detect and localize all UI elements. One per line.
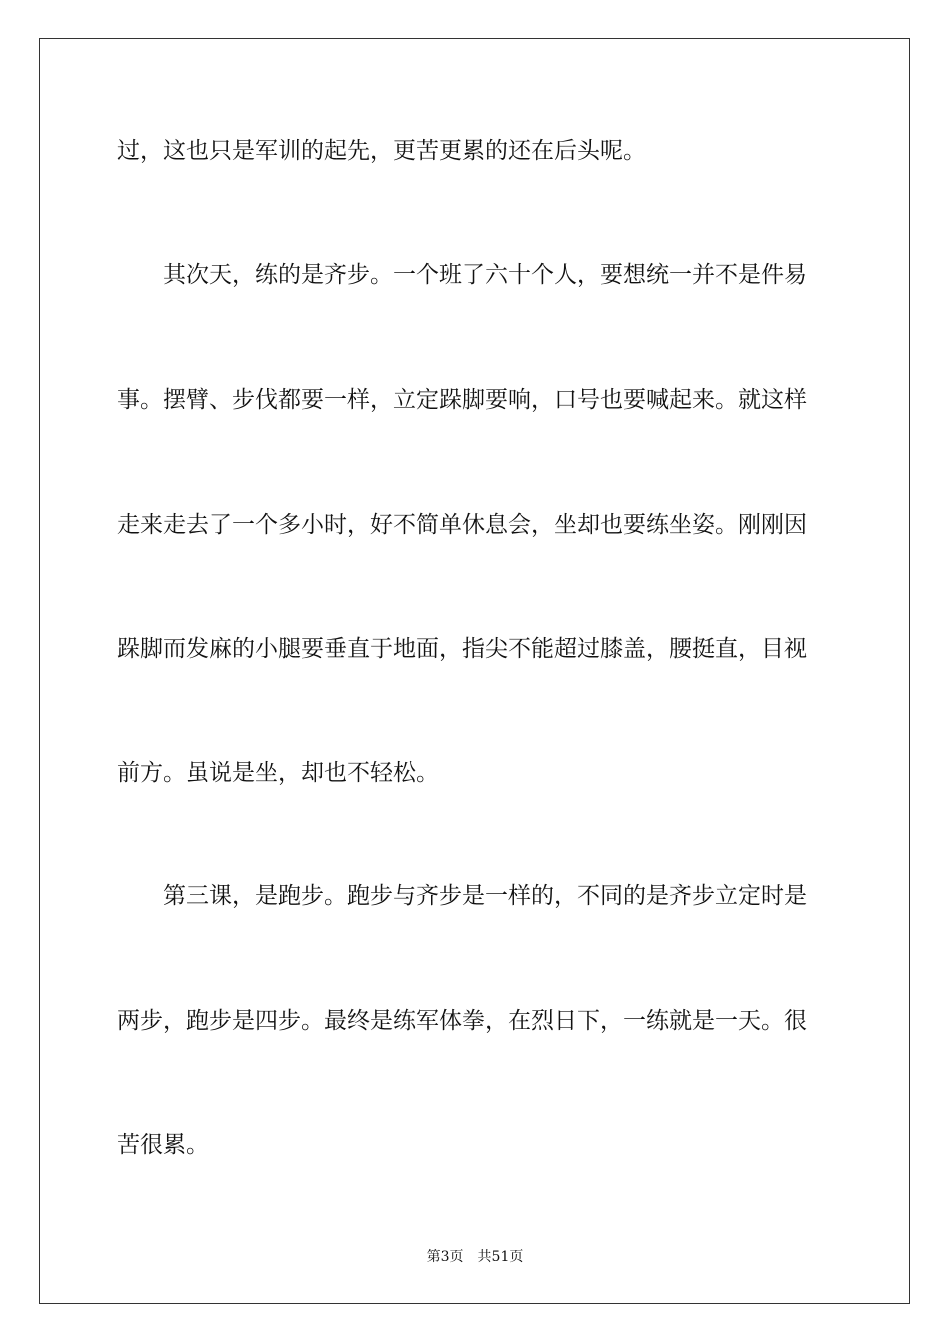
page-border xyxy=(39,38,910,1304)
text-line: 两步，跑步是四步。最终是练军体拳，在烈日下，一练就是一天。很 xyxy=(117,1008,807,1034)
paragraph-start-line: 第三课，是跑步。跑步与齐步是一样的，不同的是齐步立定时是 xyxy=(163,883,807,909)
text-line: 跺脚而发麻的小腿要垂直于地面，指尖不能超过膝盖，腰挺直，目视 xyxy=(117,636,807,662)
text-line: 苦很累。 xyxy=(117,1132,209,1158)
text-line: 前方。虽说是坐，却也不轻松。 xyxy=(117,760,439,786)
page-number-footer: 第3页 共51页 xyxy=(426,1249,524,1265)
text-line: 走来走去了一个多小时，好不简单休息会，坐却也要练坐姿。刚刚因 xyxy=(117,512,807,538)
text-line: 事。摆臂、步伐都要一样，立定跺脚要响，口号也要喊起来。就这样 xyxy=(117,387,807,413)
text-line: 过，这也只是军训的起先，更苦更累的还在后头呢。 xyxy=(117,138,646,164)
paragraph-start-line: 其次天，练的是齐步。一个班了六十个人，要想统一并不是件易 xyxy=(163,262,807,288)
